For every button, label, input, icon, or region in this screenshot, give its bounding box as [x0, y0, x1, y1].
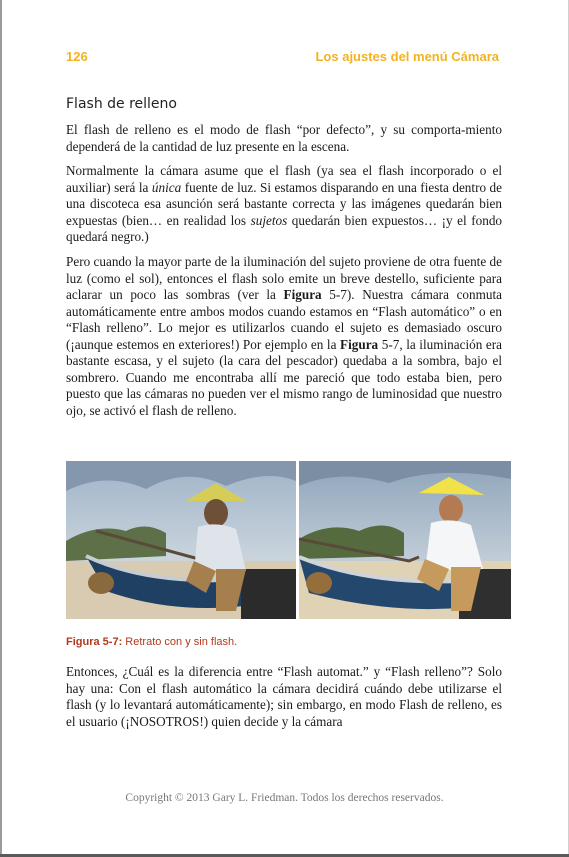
photo-without-flash: [66, 461, 296, 619]
paragraph-2-emphasis-sujetos: sujetos: [250, 212, 288, 228]
paragraph-3-figure-ref-1: Figura: [283, 287, 322, 302]
paragraph-1-text: El flash de relleno es el modo de flash “por defecto”, y su comporta-miento dependerá de la cantidad de luz presente en la escena.: [66, 122, 502, 154]
running-head: Los ajustes del menú Cámara: [315, 49, 499, 64]
paragraph-2-emphasis-unica: única: [151, 179, 182, 195]
paragraph-2-text-c: quedarán bien expuestos… ¡y el fondo quedará negro.): [66, 212, 503, 244]
figure-caption: [66, 636, 237, 648]
figure-caption-text: Retrato con y sin flash.: [122, 636, 238, 648]
page-number: 126: [66, 49, 88, 64]
copyright-footer: Copyright © 2013 Gary L. Friedman. Todos los derechos reservados.: [125, 792, 444, 804]
paragraph-3: [66, 254, 502, 419]
paragraph-2-text-b: fuente de luz. Si estamos disparando en una fiesta dentro de una discoteca esa asunción será bastante correcta y las imágenes quedarán bien expuestas (bien… en realidad los: [66, 179, 502, 228]
paragraph-2: [66, 163, 502, 246]
figure-caption-label: Figura 5-7:: [66, 636, 123, 648]
paragraph-3-text-c: 5-7, la iluminación era bastante escasa, y el sujeto (la cara del pescador) quedaba a la sombra, bajo el sombrero. Cuando me encontraba allí me pareció que todo estaba bien, pero puesto que las cámaras no pueden ver el mismo rango de luminosidad que nuestro ojo, se activó el flash de relleno.: [66, 336, 502, 418]
page-header: [66, 49, 499, 67]
paragraph-3-figure-ref-2: Figura: [340, 336, 379, 352]
photo-with-flash: [299, 461, 511, 619]
paragraph-1: [66, 122, 502, 155]
page-left-edge: [0, 0, 2, 857]
paragraph-4: [66, 664, 502, 730]
paragraph-3-text-a: Pero cuando la mayor parte de la iluminación del sujeto proviene de otra fuente de luz (como el sol), entonces el flash solo emite un breve destello, suficiente para aclarar un poco las sombras (ver la: [66, 254, 502, 302]
paragraph-4-text: Entonces, ¿Cuál es la diferencia entre “Flash automat.” y “Flash relleno”? Solo hay una: Con el flash automático la cámara decidirá cuándo debe utilizarse el flash (y lo levantará automáticamente); sin embargo, en modo Flash de relleno, es el usuario (¡NOSOTROS!) quien decide y la cámara: [66, 664, 502, 729]
section-title: Flash de relleno: [66, 96, 177, 112]
paragraph-2-text-a: Normalmente la cámara asume que el flash (ya sea el flash incorporado o el auxiliar) será la: [66, 163, 502, 195]
paragraph-3-text-b: 5-7). Nuestra cámara conmuta automáticamente entre ambos modos cuando estamos en “Flash automático” o en “Flash relleno”. Lo mejor es utilizarlos cuando el sujeto es demasiado oscuro (¡aunque estemos en exteriores!) Por ejemplo en la: [66, 287, 502, 352]
